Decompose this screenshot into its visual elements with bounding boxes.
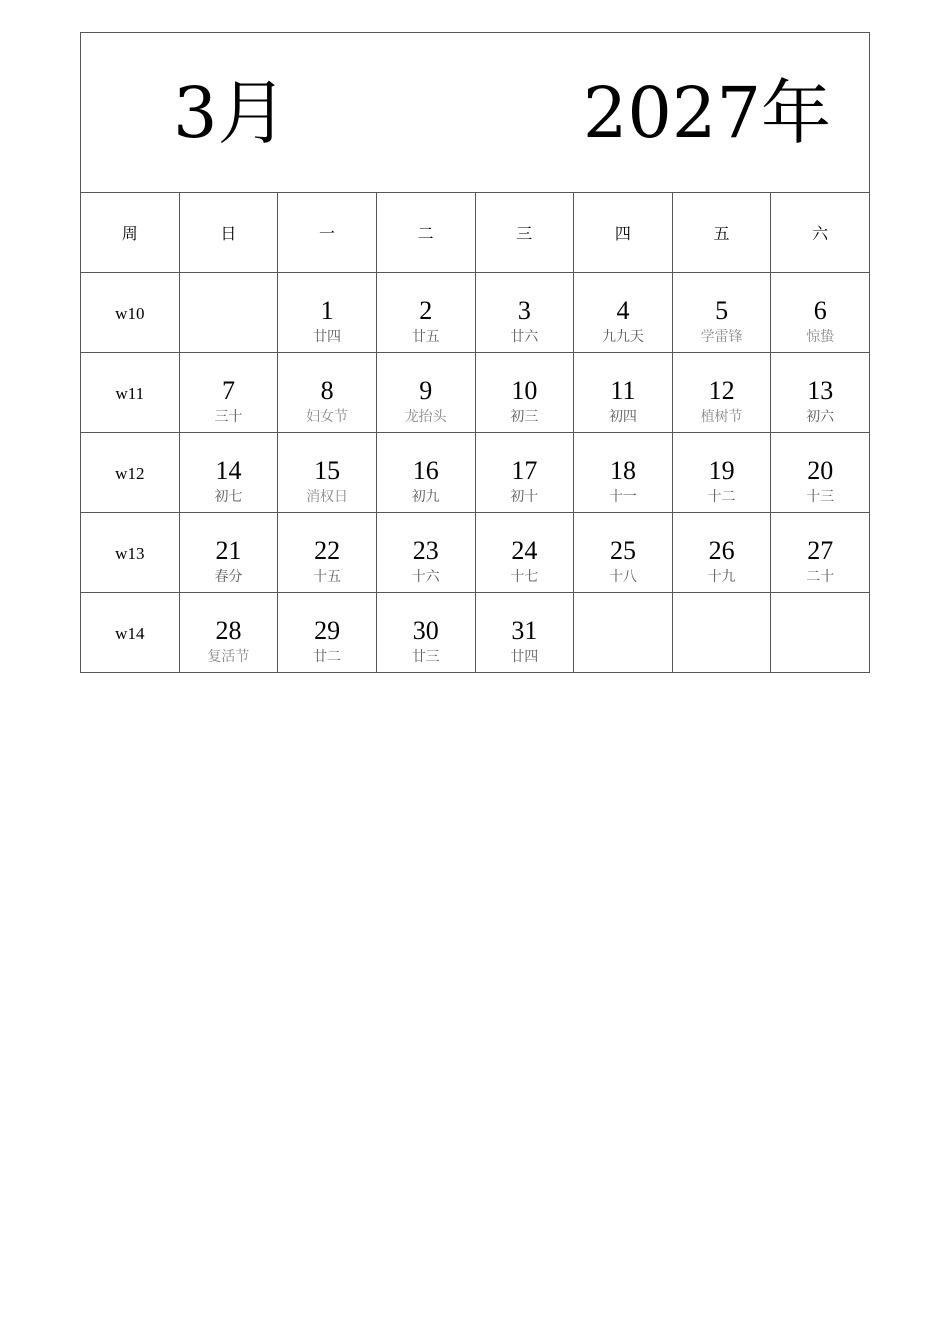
day-number: 25 — [609, 536, 636, 565]
day-cell — [376, 513, 475, 593]
festival-label: 龙抬头 — [404, 409, 447, 425]
day-number: 31 — [511, 616, 538, 645]
lunar-date: 十一 — [608, 489, 637, 505]
lunar-date: 二十 — [806, 569, 835, 585]
day-cell — [672, 273, 771, 353]
day-number: 9 — [419, 376, 433, 405]
day-number: 30 — [412, 616, 439, 645]
festival-label: 学雷锋 — [700, 329, 743, 345]
day-cell — [278, 513, 377, 593]
day-cell — [672, 353, 771, 433]
day-cell — [179, 513, 278, 593]
week-number-cell — [81, 593, 180, 673]
week-number-cell — [81, 433, 180, 513]
lunar-date: 初九 — [411, 489, 440, 505]
lunar-date: 十三 — [806, 489, 835, 505]
lunar-date: 十二 — [707, 489, 736, 505]
weekday-header-friday: 五 — [672, 193, 771, 273]
calendar-table — [80, 32, 870, 673]
festival-label: 植树节 — [700, 409, 743, 425]
lunar-date: 十九 — [707, 569, 736, 585]
festival-label: 复活节 — [207, 649, 250, 665]
day-number: 5 — [715, 296, 729, 325]
day-number: 28 — [215, 616, 242, 645]
day-cell — [179, 433, 278, 513]
day-number: 24 — [511, 536, 538, 565]
day-number: 22 — [314, 536, 341, 565]
day-number: 18 — [609, 456, 636, 485]
lunar-date: 十七 — [510, 569, 539, 585]
week-number: w13 — [115, 544, 145, 563]
week-row — [81, 273, 870, 353]
day-number: 15 — [314, 456, 341, 485]
day-number: 7 — [221, 376, 235, 405]
week-row — [81, 513, 870, 593]
day-cell — [475, 513, 574, 593]
day-number: 27 — [807, 536, 834, 565]
day-number: 8 — [320, 376, 334, 405]
day-cell — [475, 433, 574, 513]
day-cell — [475, 593, 574, 673]
day-number: 12 — [708, 376, 735, 405]
day-cell — [672, 513, 771, 593]
month-title: 3月 — [173, 72, 288, 154]
day-number: 6 — [813, 296, 827, 325]
week-number: w12 — [115, 464, 145, 483]
day-number: 13 — [807, 376, 834, 405]
day-number: 26 — [708, 536, 735, 565]
day-cell — [376, 273, 475, 353]
day-cell — [771, 433, 870, 513]
day-cell — [278, 353, 377, 433]
calendar-header — [81, 33, 870, 193]
week-number: w11 — [115, 384, 145, 403]
solar-term-label: 惊蛰 — [806, 329, 835, 345]
day-cell — [574, 433, 673, 513]
day-cell — [376, 593, 475, 673]
lunar-date: 十六 — [411, 569, 440, 585]
day-cell — [771, 353, 870, 433]
festival-label: 消权日 — [306, 489, 349, 505]
lunar-date: 初三 — [510, 409, 539, 425]
day-number: 29 — [314, 616, 341, 645]
day-cell — [771, 273, 870, 353]
empty-day-cell — [179, 273, 278, 353]
day-number: 16 — [412, 456, 439, 485]
day-number: 2 — [419, 296, 433, 325]
day-number: 14 — [215, 456, 242, 485]
empty-day-cell — [771, 593, 870, 673]
day-cell — [376, 433, 475, 513]
weekday-header-thursday: 四 — [574, 193, 673, 273]
weekday-header-week: 周 — [81, 193, 180, 273]
day-cell — [376, 353, 475, 433]
lunar-date: 廿五 — [411, 329, 440, 345]
day-cell — [278, 273, 377, 353]
week-number: w14 — [115, 624, 145, 643]
day-number: 21 — [215, 536, 242, 565]
day-cell — [771, 513, 870, 593]
day-number: 23 — [412, 536, 439, 565]
empty-day-cell — [672, 593, 771, 673]
week-number-cell — [81, 353, 180, 433]
day-cell — [475, 353, 574, 433]
empty-day-cell — [574, 593, 673, 673]
lunar-date: 廿二 — [313, 649, 342, 665]
week-row — [81, 593, 870, 673]
day-cell — [475, 273, 574, 353]
lunar-date: 初七 — [214, 489, 243, 505]
day-number: 19 — [708, 456, 735, 485]
weekday-header-wednesday: 三 — [475, 193, 574, 273]
day-number: 3 — [517, 296, 531, 325]
day-number: 20 — [807, 456, 834, 485]
day-cell — [179, 593, 278, 673]
weekday-header-saturday: 六 — [771, 193, 870, 273]
year-title: 2027年 — [582, 72, 831, 154]
lunar-date: 初十 — [510, 489, 539, 505]
day-cell — [574, 273, 673, 353]
week-number: w10 — [115, 304, 145, 323]
festival-label: 妇女节 — [306, 409, 349, 425]
day-cell — [179, 353, 278, 433]
lunar-date: 初六 — [806, 409, 835, 425]
weekday-header-tuesday: 二 — [376, 193, 475, 273]
day-number: 17 — [511, 456, 538, 485]
day-number: 11 — [610, 376, 636, 405]
week-row — [81, 433, 870, 513]
day-number: 10 — [511, 376, 538, 405]
day-cell — [574, 353, 673, 433]
lunar-date: 九九天 — [601, 329, 644, 345]
day-cell — [278, 433, 377, 513]
day-cell — [574, 513, 673, 593]
week-number-cell — [81, 273, 180, 353]
lunar-date: 廿六 — [510, 329, 539, 345]
lunar-date: 三十 — [214, 409, 243, 425]
lunar-date: 廿四 — [313, 329, 342, 345]
day-cell — [672, 433, 771, 513]
week-row — [81, 353, 870, 433]
day-cell — [278, 593, 377, 673]
week-number-cell — [81, 513, 180, 593]
solar-term-label: 春分 — [214, 569, 243, 585]
day-number: 1 — [320, 296, 334, 325]
lunar-date: 廿四 — [510, 649, 539, 665]
weekday-header-sunday: 日 — [179, 193, 278, 273]
lunar-date: 十八 — [608, 569, 637, 585]
lunar-date: 初四 — [608, 409, 637, 425]
lunar-date: 十五 — [313, 569, 342, 585]
weekday-header-row — [81, 193, 870, 273]
weekday-header-monday: 一 — [278, 193, 377, 273]
lunar-date: 廿三 — [411, 649, 440, 665]
day-number: 4 — [616, 296, 630, 325]
